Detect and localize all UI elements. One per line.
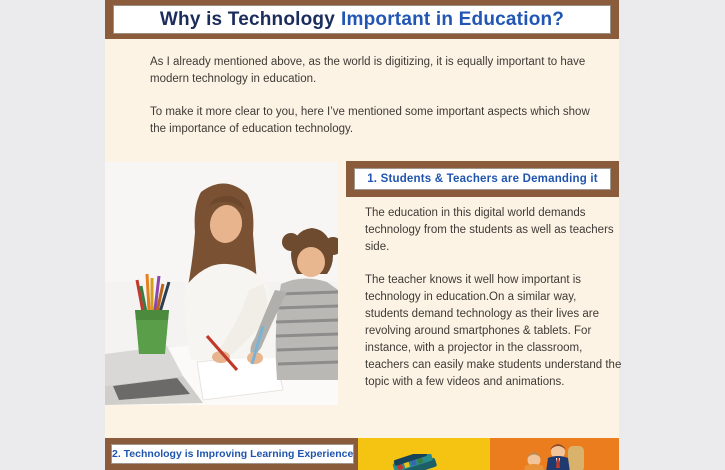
section1-paragraphs	[365, 205, 622, 391]
teacher-child-photo	[105, 162, 338, 405]
section2-heading-bar	[105, 438, 358, 470]
page-title-part1: Why is Technology	[159, 9, 336, 30]
section2-orange-panel	[490, 438, 619, 470]
intro-paragraph-2: To make it more clear to you, here I’ve mentioned some important aspects which show the importance of education technology.	[150, 106, 590, 135]
section2-yellow-panel	[358, 438, 490, 470]
teacher-student-icon	[520, 444, 590, 470]
section1-paragraph-1: The education in this digital world demands technology from the students as well as teachers side.	[365, 207, 614, 253]
section1-heading-bar	[346, 161, 619, 197]
section2-heading: 2. Technology is Improving Learning Experience	[111, 444, 354, 464]
books-stack-icon	[386, 454, 446, 470]
section2-strip	[105, 438, 619, 470]
section1-heading: 1. Students & Teachers are Demanding it	[354, 168, 611, 190]
main-content-area	[105, 39, 622, 438]
page-title	[113, 5, 611, 34]
teacher-child-photo-art	[105, 162, 338, 405]
section1-paragraph-2: The teacher knows it well how important is technology in education.On a similar way, students demand technology as their lives are revolving around smartphones & tablets. For instance, with a projector in the classroom, teachers can easily make students understand the topic with a few videos and animations.	[365, 274, 622, 388]
intro-paragraph-1: As I already mentioned above, as the world is digitizing, it is equally important to have modern technology in education.	[150, 56, 586, 85]
title-bar	[105, 0, 619, 39]
content-column	[105, 0, 622, 470]
intro-paragraphs	[150, 54, 602, 138]
page-title-part2: Important in Education?	[341, 9, 565, 30]
